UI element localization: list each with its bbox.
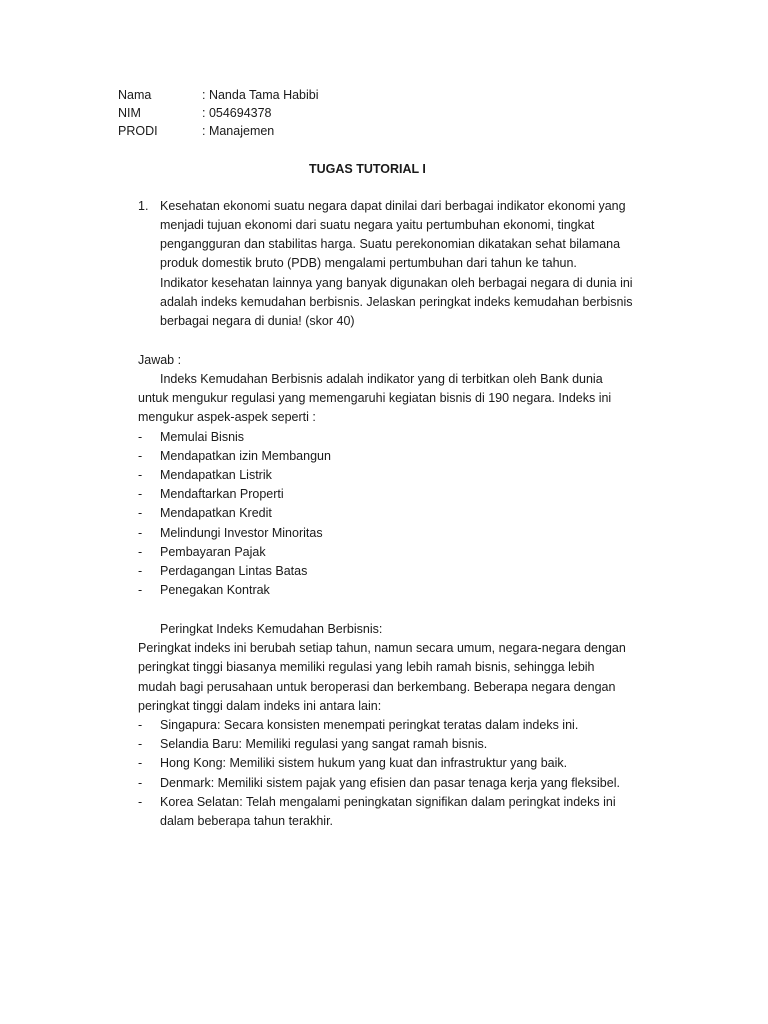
ranking-line: peringkat tinggi dalam indeks ini antara lain:: [138, 699, 382, 713]
list-bullet: -: [138, 545, 143, 559]
question-line: pengangguran dan stabilitas harga. Suatu perekonomian dikatakan sehat bilamana: [160, 237, 621, 251]
list-item: Korea Selatan: Telah mengalami peningkatan signifikan dalam peringkat indeks ini: [160, 795, 616, 809]
list-item: Memulai Bisnis: [160, 430, 245, 444]
list-bullet: -: [138, 756, 143, 770]
list-item: Pembayaran Pajak: [160, 545, 266, 559]
ranking-line: Peringkat indeks ini berubah setiap tahun, namun secara umum, negara-negara dengan: [138, 641, 626, 655]
prodi-label: PRODI: [118, 124, 158, 138]
answer-label: Jawab :: [138, 353, 182, 367]
question-number: 1.: [138, 199, 149, 213]
list-bullet: -: [138, 583, 143, 597]
document-title: TUGAS TUTORIAL I: [309, 162, 426, 176]
list-bullet: -: [138, 449, 143, 463]
list-bullet: -: [138, 526, 143, 540]
list-item: Selandia Baru: Memiliki regulasi yang sangat ramah bisnis.: [160, 737, 488, 751]
list-bullet: -: [138, 430, 143, 444]
question-line: Kesehatan ekonomi suatu negara dapat dinilai dari berbagai indikator ekonomi yang: [160, 199, 626, 213]
answer-intro-line: mengukur aspek-aspek seperti :: [138, 410, 316, 424]
answer-intro-line: Indeks Kemudahan Berbisnis adalah indikator yang di terbitkan oleh Bank dunia: [160, 372, 603, 386]
list-item: Hong Kong: Memiliki sistem hukum yang kuat dan infrastruktur yang baik.: [160, 756, 568, 770]
list-item-continuation: dalam beberapa tahun terakhir.: [160, 814, 334, 828]
list-item: Penegakan Kontrak: [160, 583, 270, 597]
list-bullet: -: [138, 718, 143, 732]
nim-value: : 054694378: [202, 106, 272, 120]
list-item: Mendapatkan Listrik: [160, 468, 272, 482]
list-bullet: -: [138, 564, 143, 578]
question-line: produk domestik bruto (PDB) mengalami pertumbuhan dari tahun ke tahun.: [160, 256, 577, 270]
list-bullet: -: [138, 468, 143, 482]
list-item: Mendapatkan Kredit: [160, 506, 272, 520]
list-bullet: -: [138, 737, 143, 751]
answer-intro-line: untuk mengukur regulasi yang memengaruhi kegiatan bisnis di 190 negara. Indeks ini: [138, 391, 612, 405]
list-bullet: -: [138, 795, 143, 809]
prodi-value: : Manajemen: [202, 124, 275, 138]
name-label: Nama: [118, 88, 152, 102]
list-bullet: -: [138, 506, 143, 520]
list-item: Mendapatkan izin Membangun: [160, 449, 331, 463]
list-item: Perdagangan Lintas Batas: [160, 564, 308, 578]
question-line: berbagai negara di dunia! (skor 40): [160, 314, 355, 328]
ranking-heading: Peringkat Indeks Kemudahan Berbisnis:: [160, 622, 383, 636]
question-line: Indikator kesehatan lainnya yang banyak digunakan oleh berbagai negara di dunia ini: [160, 276, 633, 290]
list-bullet: -: [138, 487, 143, 501]
ranking-line: peringkat tinggi biasanya memiliki regulasi yang lebih ramah bisnis, sehingga lebih: [138, 660, 595, 674]
nim-label: NIM: [118, 106, 141, 120]
list-item: Denmark: Memiliki sistem pajak yang efisien dan pasar tenaga kerja yang fleksibel.: [160, 776, 620, 790]
list-bullet: -: [138, 776, 143, 790]
ranking-line: mudah bagi perusahaan untuk beroperasi dan berkembang. Beberapa negara dengan: [138, 680, 616, 694]
question-line: adalah indeks kemudahan berbisnis. Jelaskan peringkat indeks kemudahan berbisnis: [160, 295, 633, 309]
list-item: Melindungi Investor Minoritas: [160, 526, 323, 540]
question-line: menjadi tujuan ekonomi dari suatu negara yaitu pertumbuhan ekonomi, tingkat: [160, 218, 595, 232]
name-value: : Nanda Tama Habibi: [202, 88, 319, 102]
list-item: Singapura: Secara konsisten menempati peringkat teratas dalam indeks ini.: [160, 718, 579, 732]
list-item: Mendaftarkan Properti: [160, 487, 284, 501]
